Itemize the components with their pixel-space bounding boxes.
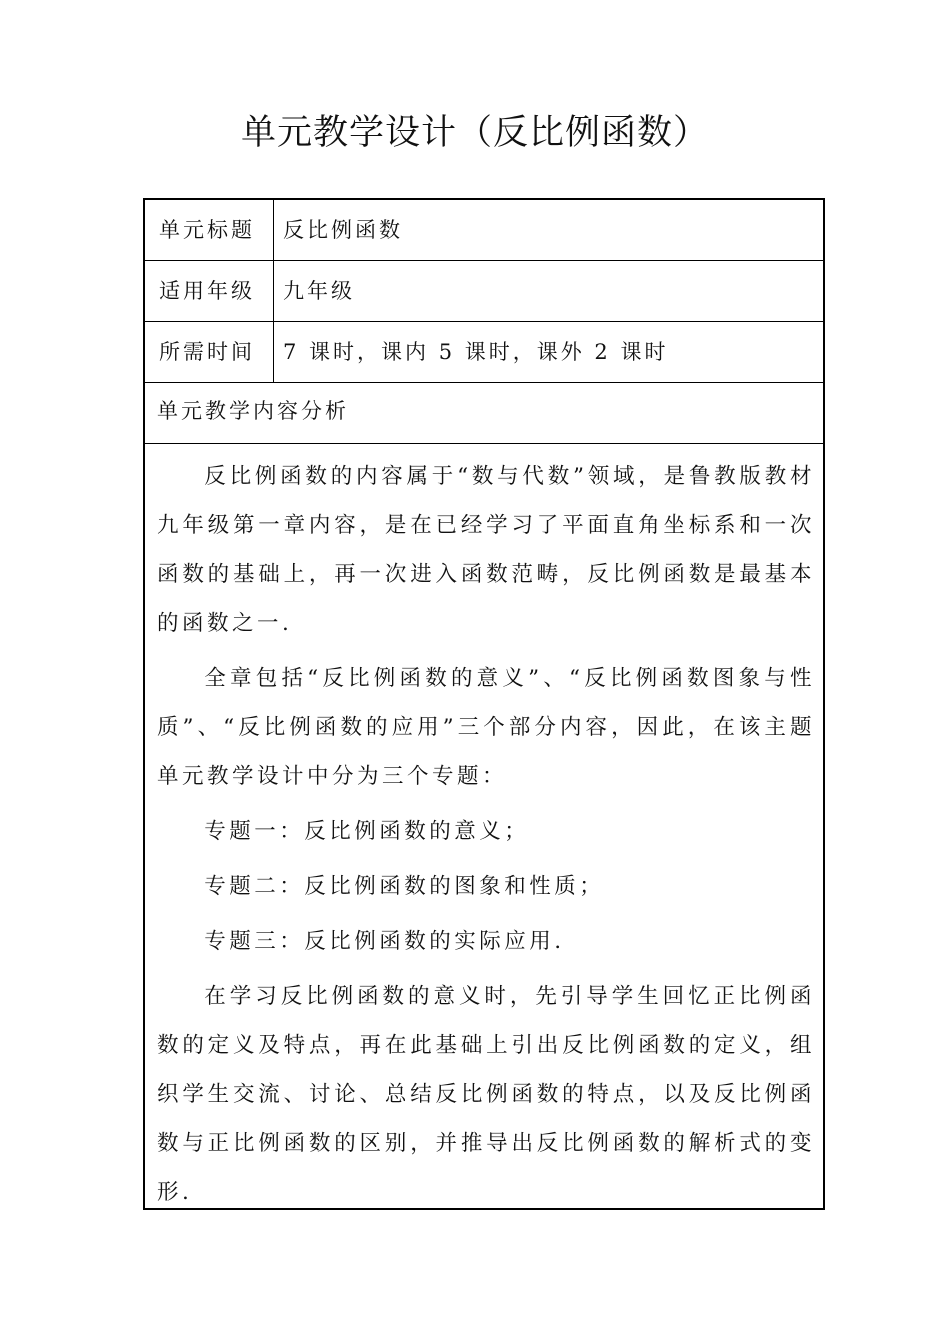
- grade-label: 适用年级: [145, 261, 274, 321]
- unit-title-label: 单元标题: [145, 200, 274, 260]
- time-value: 7 课时，课内 5 课时，课外 2 课时: [283, 340, 669, 364]
- analysis-heading: 单元教学内容分析: [145, 383, 823, 444]
- topic-three-item: 专题三：反比例函数的实际应用.: [204, 929, 565, 954]
- topic-two-item: 专题二：反比例函数的图象和性质；: [204, 874, 605, 899]
- analysis-paragraph-2: 全章包括“反比例函数的意义”、“反比例函数图象与性质”、“反比例函数的应用”三个部分内容，因此，在该主题单元教学设计中分为三个专题：: [157, 666, 815, 789]
- analysis-content: [145, 444, 823, 1208]
- unit-design-table: [143, 198, 825, 1210]
- unit-title-value: 反比例函数: [283, 218, 403, 242]
- analysis-paragraph-1: 反比例函数的内容属于“数与代数”领域，是鲁教版教材九年级第一章内容，是在已经学习了平面直角坐标系和一次函数的基础上，再一次进入函数范畴，反比例函数是最基本的函数之一.: [157, 464, 815, 636]
- grade-value: 九年级: [283, 279, 355, 303]
- table-row-time: [145, 322, 823, 383]
- topic-one-item: 专题一：反比例函数的意义；: [204, 819, 530, 844]
- document-title: 单元教学设计（反比例函数）: [240, 113, 709, 153]
- time-label: 所需时间: [145, 322, 274, 382]
- table-row-grade: [145, 261, 823, 322]
- analysis-paragraph-3: 在学习反比例函数的意义时，先引导学生回忆正比例函数的定义及特点，再在此基础上引出反比例函数的定义，组织学生交流、讨论、总结反比例函数的特点，以及反比例函数与正比例函数的区别，并推导出反比例函数的解析式的变形.: [157, 984, 815, 1205]
- table-row-unit-title: [145, 200, 823, 261]
